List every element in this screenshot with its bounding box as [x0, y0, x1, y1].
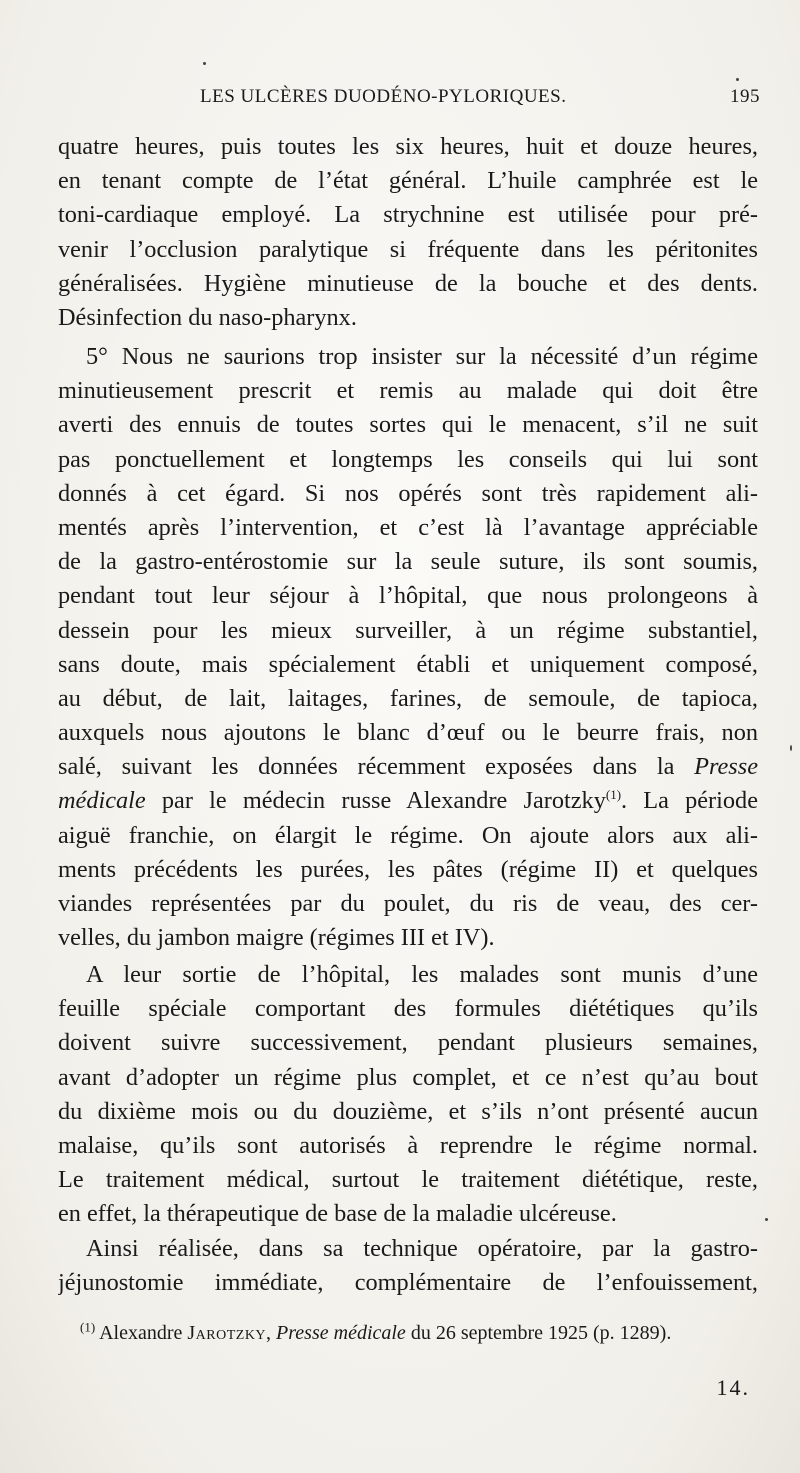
text-line: venir l’occlusion paralytique si fréquente dans les péritonites: [58, 235, 758, 263]
text-line: en effet, la thérapeutique de base de la maladie ulcéreuse.: [58, 1200, 617, 1228]
text-line: jéjunostomie immédiate, complémentaire de l’enfouissement,: [58, 1269, 758, 1297]
text-line: au début, de lait, laitages, farines, de semoule, de tapioca,: [58, 684, 758, 712]
journal-title-italic: Presse: [694, 753, 758, 781]
text-line: Ainsi réalisée, dans sa technique opératoire, par la gastro-: [86, 1235, 758, 1262]
text-line: Désinfection du naso-pharynx.: [58, 303, 357, 331]
text-line: doivent suivre successivement, pendant plusieurs semaines,: [58, 1029, 758, 1057]
footnote-marker: (1): [80, 1319, 96, 1335]
text-line: viandes représentées par du poulet, du ris de veau, des cer-: [58, 890, 758, 917]
text-line: velles, du jambon maigre (régimes III et IV).: [58, 924, 495, 952]
footnote-separator: ,: [266, 1322, 277, 1344]
text-line: averti des ennuis de toutes sortes qui le menacent, s’il ne suit: [58, 411, 758, 439]
paragraph-2: [58, 340, 758, 955]
text-line: feuille spéciale comportant des formules diététiques qu’ils: [58, 995, 758, 1023]
text-line: en tenant compte de l’état général. L’huile camphrée est le: [58, 167, 758, 195]
text-line: sans doute, mais spécialement établi et uniquement composé,: [58, 650, 758, 678]
print-speck: [765, 1218, 768, 1221]
text-line: mentés après l’intervention, et c’est là l’avantage appréciable: [58, 513, 758, 541]
paragraph-1: [58, 130, 758, 335]
text-line-presse: [58, 750, 758, 784]
print-speck: [736, 78, 739, 81]
text-line: pendant tout leur séjour à l’hôpital, que nous prolongeons à: [58, 582, 758, 610]
print-speck: [790, 745, 792, 751]
running-head: [200, 86, 760, 116]
text-line: du dixième mois ou du douzième, et s’ils n’ont présenté aucun: [58, 1097, 758, 1125]
footnote-details: du 26 septembre 1925 (p. 1289).: [405, 1322, 672, 1344]
text-fragment: salé, suivant les données récemment exposées dans la: [58, 753, 675, 781]
footnote-author-surname: Jarotzky: [187, 1322, 267, 1344]
text-line: dessein pour les mieux surveiller, à un régime substantiel,: [58, 616, 758, 644]
text-line-medicale: [58, 784, 758, 818]
footnote-journal: Presse médicale: [276, 1322, 406, 1344]
page-number: 195: [730, 86, 760, 107]
text-line: de la gastro-entérostomie sur la seule suture, ils sont soumis,: [58, 548, 758, 576]
text-line: donnés à cet égard. Si nos opérés sont très rapidement ali-: [58, 479, 758, 507]
footnote: [80, 1319, 770, 1345]
journal-title-italic: médicale: [58, 787, 146, 815]
print-speck: [203, 62, 206, 65]
text-line: malaise, qu’ils sont autorisés à reprendre le régime normal.: [58, 1131, 758, 1159]
paragraph-4: [58, 1232, 758, 1300]
signature-mark: 14.: [716, 1375, 750, 1400]
text-line: pas ponctuellement et longtemps les conseils qui lui sont: [58, 445, 758, 473]
text-line: minutieusement prescrit et remis au malade qui doit être: [58, 377, 758, 405]
paragraph-3: [58, 958, 758, 1232]
text-fragment: par le médecin russe Alexandre Jarotzky: [145, 787, 606, 815]
text-fragment: . La période: [621, 787, 758, 815]
text-line: 5° Nous ne saurions trop insister sur la nécessité d’un régime: [86, 343, 758, 370]
text-line: ments précédents les purées, les pâtes (régime II) et quelques: [58, 855, 758, 883]
text-line: A leur sortie de l’hôpital, les malades sont munis d’une: [86, 961, 758, 988]
running-title: LES ULCÈRES DUODÉNO-PYLORIQUES.: [200, 86, 567, 107]
text-line: aiguë franchie, on élargit le régime. On ajoute alors aux ali-: [58, 821, 758, 849]
footnote-ref: (1): [605, 787, 622, 803]
text-line: Le traitement médical, surtout le traitement diététique, reste,: [58, 1166, 758, 1194]
text-line: généralisées. Hygiène minutieuse de la bouche et des dents.: [58, 269, 758, 297]
text-line: auxquels nous ajoutons le blanc d’œuf ou le beurre frais, non: [58, 719, 758, 747]
footnote-author: Alexandre: [99, 1322, 188, 1344]
text-line: avant d’adopter un régime plus complet, et ce n’est qu’au bout: [58, 1063, 758, 1091]
text-line: quatre heures, puis toutes les six heures, huit et douze heures,: [58, 133, 758, 160]
text-line: toni-cardiaque employé. La strychnine est utilisée pour pré-: [58, 201, 758, 229]
